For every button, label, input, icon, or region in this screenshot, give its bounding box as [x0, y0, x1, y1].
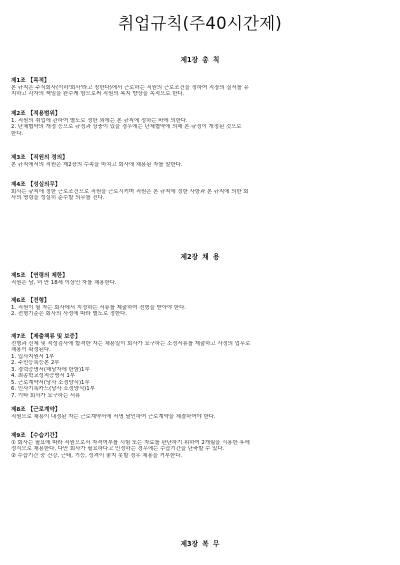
- article-title: 제6조 【전형】: [11, 298, 50, 304]
- article-title: 제8조 【근로계약】: [11, 407, 61, 413]
- article-line: 1. 직원이 될 자는 회사에서 지정하는 서류를 제출하여 전형을 받아야 한다.: [11, 304, 187, 311]
- article-title: 제1조 【목적】: [11, 78, 50, 84]
- article-title: 제5조 【연령의 제한】: [11, 273, 68, 279]
- article-title: 제3조 【직원의 정의】: [11, 155, 68, 161]
- chapter-heading-3: 제3장 복 무: [180, 540, 220, 548]
- article-line: 채용이 확정된다.: [11, 347, 51, 354]
- article-line: 1. 입사지원서 1부: [11, 353, 55, 360]
- article-title: 제4조 【성실의무】: [11, 182, 61, 188]
- article-line: 직원은 남, 녀 만 18세 이상인 자를 채용한다.: [11, 279, 117, 286]
- article-line: 본 규칙에서의 직원은 제2장의 수속을 마치고 회사에 채용된 자를 말한다.: [11, 161, 183, 168]
- article-7: [11, 334, 389, 399]
- article-line: 5. 근로계약서(당사 소정양식)1부: [11, 379, 90, 386]
- article-line: 1. 직원의 취업에 관하여 별도로 정한 외에는 본 규칙에 정하는 바에 의한다.: [11, 117, 188, 124]
- document-title: 취업규칙(주40시간제): [118, 14, 282, 33]
- article-title: 제7조 【제출책류 및 보증】: [11, 334, 81, 340]
- article-line: 3. 경력증명서(해당자에 한함)1부: [11, 366, 90, 373]
- article-6: [11, 298, 389, 318]
- article-line: 2. 주민등록등본 2부: [11, 360, 60, 367]
- article-4: [11, 182, 389, 202]
- article-9: [11, 433, 389, 459]
- article-2: [11, 111, 389, 137]
- chapter-heading-2: 제2장 채 용: [180, 253, 220, 261]
- article-3: [11, 155, 389, 168]
- article-5: [11, 273, 389, 286]
- article-line: 정식으로 채용한다. 다만 회사가 필요하다고 인정하는 경우에는 수습기간을 단축할 수 있다.: [11, 446, 225, 453]
- article-title: 제9조 【수습기간】: [11, 433, 61, 439]
- article-line: 6. 인사기록카드(당사 소정양식)1부: [11, 386, 95, 393]
- article-line: ② 수습기간 중 건강, 근태, 기능, 성격이 좋지 못할 경우 채용을 거부한다.: [11, 452, 183, 459]
- article-line: 4. 최종학교성적증명서 1부: [11, 373, 76, 380]
- article-line: 전형과 신체 및 적성검사에 합격한 자는 채용일이 회사가 요구하는 소정서류를 제출하고 사정의 업무로: [11, 340, 251, 347]
- article-line: 사의 명령을 성실히 준수할 의무를 진다.: [11, 195, 105, 202]
- article-line: 7. 기타 회사가 요구하는 서류: [11, 392, 81, 399]
- article-line: 지하고 각자의 책임을 완수케 함으로써 직원의 복지 향상을 목적으로 한다.: [11, 91, 185, 98]
- article-line: 본 규칙은 주식회사(이하'회사'라고 칭한다)에서 근로하는 직원의 근로조건을 정하여 직장의 질서를 유: [11, 84, 249, 91]
- article-line: 회사는 규칙에 정한 근로조건으로 직원을 근로시키며 직원은 본 규칙에 정한 사항과 본 규칙에 의한 회: [11, 188, 249, 195]
- article-8: [11, 407, 389, 420]
- chapter-heading-1: 제1장 총 칙: [180, 56, 220, 64]
- article-1: [11, 78, 389, 98]
- article-title: 제2조 【적용범위】: [11, 111, 61, 117]
- article-line: ① 회사는 필요에 따라 직원으로서 자격여부를 시험 또는 자료를 판단하기 위하여 2개월을 시용한 후에: [11, 439, 250, 446]
- article-line: 2. 전형기준은 회사의 사정에 따라 별도로 정한다.: [11, 311, 128, 318]
- article-line: 직원으로 채용이 내정된 자는 근로계약서에 서명 날인하여 근로계약을 체결하여야 한다.: [11, 413, 216, 420]
- article-line: 2. 단체협약의 개정 등으로 규정과 상충이 있을 경우에는 단체협약에 의해 본 규정이 개정된 것으로: [11, 124, 242, 131]
- article-line: 한다.: [11, 130, 24, 137]
